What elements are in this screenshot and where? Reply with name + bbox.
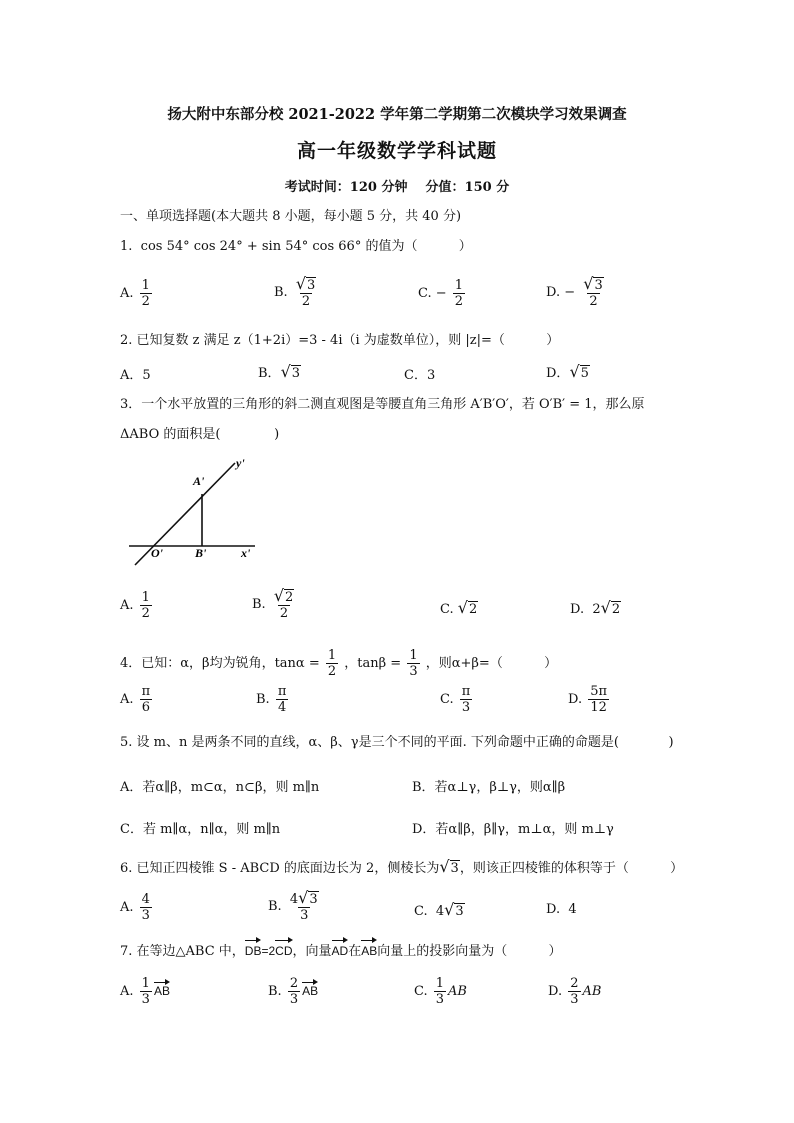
q7-b-frac [288, 976, 300, 1007]
q4-option-b [256, 684, 290, 715]
q4-stem-post: ，则α+β=（ ） [425, 656, 558, 671]
q4-c-den: 3 [461, 700, 471, 715]
q1-c-den: 2 [454, 294, 464, 309]
q7-c-den: 3 [435, 992, 445, 1007]
q5-option-a: A．若α∥β，m⊂α，n⊂β，则 m∥n [120, 780, 320, 795]
q7-stem-post: 向量上的投影向量为（ ） [377, 944, 562, 959]
q4-c-label: C. [440, 692, 454, 707]
q7-stem-mid1: ，向量 [292, 944, 332, 959]
q3-option-b [252, 588, 298, 621]
q7-d-num: 2 [570, 976, 579, 991]
section-heading: 一、单项选择题(本大题共 8 小题，每小题 5 分，共 40 分) [120, 209, 462, 224]
q4-stem-pre: 4．已知：α，β均为锐角，tanα = [120, 656, 320, 671]
q6-option-c [414, 900, 465, 919]
q6-stem [120, 858, 683, 878]
q1-option-c [418, 278, 467, 309]
q1-option-a [120, 278, 154, 309]
q1-a-label: A. [120, 286, 134, 301]
q6-option-b [268, 890, 323, 923]
q4-d-frac [588, 684, 609, 715]
q4-d-label: D. [568, 692, 583, 707]
q2-b-label: B． [258, 366, 281, 381]
q4-option-d [568, 684, 611, 715]
q7-b-label: B. [268, 984, 282, 999]
q3-a-label: A. [120, 598, 134, 613]
q6-b-frac [288, 890, 321, 923]
q7-b-den: 3 [289, 992, 299, 1007]
q6-c-sqrt: √3 [444, 900, 464, 919]
q6-c-label: C. 4 [414, 904, 445, 919]
q4-b-frac [276, 684, 289, 715]
q3-b-sqrt: √2 [273, 586, 294, 605]
q7-option-a [120, 976, 170, 1007]
q7-c-label: C. [414, 984, 428, 999]
q2-option-b [258, 362, 301, 381]
q6-b-num-pre: 4 [289, 892, 299, 907]
q7-vector-db: DB [244, 944, 262, 958]
q4-a-label: A. [120, 692, 134, 707]
q7-option-d [548, 976, 601, 1007]
q4-f1-den: 2 [327, 664, 337, 679]
q3-d-rad: 2 [611, 602, 621, 617]
q7-vector-ad: AD [331, 944, 349, 958]
q4-b-label: B. [256, 692, 270, 707]
q4-a-num: π [141, 684, 151, 699]
q1-a-den: 2 [141, 294, 150, 309]
q7-eq: =2 [261, 944, 276, 958]
q6-option-d: D. 4 [546, 902, 577, 917]
q7-d-den: 3 [570, 992, 579, 1007]
q4-d-num: 5π [590, 684, 608, 699]
q3-c-rad: 2 [468, 602, 478, 617]
q3-figure [125, 455, 265, 570]
q1-stem: 1. cos 54° cos 24° + sin 54° cos 66° 的值为（ ） [120, 239, 472, 254]
q4-stem-mid: ，tanβ = [344, 656, 402, 671]
page-title: 高一年级数学学科试题 [296, 140, 497, 162]
q5-stem: 5. 设 m、n 是两条不同的直线，α、β、γ是三个不同的平面. 下列命题中正确的命题是( ) [120, 735, 674, 750]
q3-c-sqrt: √2 [457, 598, 478, 617]
q6-stem-post: ，则该正四棱锥的体积等于（ ） [459, 861, 684, 876]
q3-option-a [120, 590, 154, 621]
q1-b-frac [294, 276, 318, 309]
q6-a-frac [140, 892, 152, 923]
q7-a-num: 1 [141, 976, 150, 991]
q4-b-num: π [277, 684, 287, 699]
q1-d-frac [581, 276, 605, 309]
q7-vector-cd: CD [275, 944, 293, 958]
q1-b-rad: 3 [307, 278, 316, 293]
q3-a-frac [140, 590, 152, 621]
q4-c-num: π [461, 684, 471, 699]
q3-option-c [440, 598, 478, 617]
q6-a-label: A. [120, 900, 134, 915]
q7-vector-ab: AB [361, 944, 378, 958]
q1-d-label: D. − [546, 285, 576, 300]
q4-frac-1 [326, 648, 338, 679]
q4-frac-2 [407, 648, 419, 679]
q7-a-frac [140, 976, 152, 1007]
q3-b-den: 2 [279, 606, 289, 621]
q1-b-den: 2 [301, 294, 311, 309]
q3-d-sqrt: √2 [600, 598, 621, 617]
q3-b-label: B. [252, 597, 266, 612]
q7-stem-mid2: 在 [348, 944, 362, 959]
q1-option-b [274, 276, 320, 309]
q4-f1-num: 1 [327, 648, 337, 663]
q3-a-num: 1 [141, 590, 150, 605]
q3-stem-line1: 3．一个水平放置的三角形的斜二测直观图是等腰直角三角形 A′B′O′，若 O′B′ = 1，那么原 [120, 397, 645, 412]
q4-stem [120, 648, 557, 679]
q1-d-sqrt: √3 [583, 274, 603, 293]
q6-stem-sqrt: √3 [439, 857, 459, 876]
label-y: y' [236, 456, 245, 470]
q6-b-label: B. [268, 899, 282, 914]
q1-c-frac [453, 278, 465, 309]
q1-d-rad: 3 [594, 278, 603, 293]
q2-b-rad: 3 [291, 366, 301, 381]
q2-option-d [546, 362, 590, 381]
q7-c-num: 1 [435, 976, 445, 991]
q4-option-a [120, 684, 154, 715]
q6-c-rad: 3 [455, 904, 464, 919]
q7-c-frac [434, 976, 446, 1007]
q1-a-num: 1 [141, 278, 150, 293]
q6-a-den: 3 [141, 908, 150, 923]
q5-option-d: D．若α∥β，β∥γ，m⊥α，则 m⊥γ [412, 822, 614, 837]
q7-c-tail: AB [448, 984, 467, 999]
school-line: 扬大附中东部分校 2021-2022 学年第二学期第二次模块学习效果调查 [167, 106, 627, 123]
q7-d-frac [568, 976, 580, 1007]
q7-a-label: A. [120, 984, 134, 999]
q4-a-den: 6 [141, 700, 151, 715]
q2-d-sqrt: √5 [569, 362, 589, 381]
q2-option-a: A．5 [120, 368, 151, 383]
q4-c-frac [460, 684, 473, 715]
q2-stem: 2. 已知复数 z 满足 z（1+2i）=3 - 4i（i 为虚数单位），则 |z|=（ ） [120, 333, 560, 348]
q5-option-b: B．若α⊥γ，β⊥γ，则α∥β [412, 780, 566, 795]
q6-a-num: 4 [141, 892, 150, 907]
q7-b-num: 2 [289, 976, 299, 991]
q6-b-den: 3 [300, 908, 309, 923]
exam-info: 考试时间：120 分钟 分值：150 分 [284, 180, 510, 195]
q7-stem-pre: 7. 在等边△ABC 中， [120, 944, 245, 959]
q3-b-frac [272, 588, 296, 621]
q2-d-label: D． [546, 366, 570, 381]
label-x: x' [241, 546, 251, 560]
q1-b-sqrt: √3 [295, 274, 316, 293]
q7-option-b [268, 976, 318, 1007]
q3-stem-line2: ΔABO 的面积是( ) [120, 427, 280, 442]
q7-d-tail: AB [582, 984, 602, 999]
q6-b-sqrt: √3 [298, 888, 318, 907]
q1-a-frac [140, 278, 152, 309]
q6-option-a [120, 892, 154, 923]
q4-f2-num: 1 [409, 648, 418, 663]
q1-c-label: C. − [418, 286, 447, 301]
q4-f2-den: 3 [409, 664, 418, 679]
q1-option-d [546, 276, 608, 309]
q7-a-vector: AB [153, 984, 170, 998]
q2-option-c: C．3 [404, 368, 436, 383]
q4-a-frac [140, 684, 153, 715]
q2-d-rad: 5 [580, 366, 589, 381]
q1-b-label: B. [274, 285, 288, 300]
q7-stem [120, 942, 562, 961]
q7-a-den: 3 [141, 992, 150, 1007]
q7-d-label: D. [548, 984, 563, 999]
q4-b-den: 4 [277, 700, 287, 715]
q4-d-den: 12 [590, 700, 607, 715]
q1-d-den: 2 [589, 294, 598, 309]
q2-b-sqrt: √3 [280, 362, 301, 381]
q6-stem-pre: 6. 已知正四棱锥 S - ABCD 的底面边长为 2，侧棱长为 [120, 861, 440, 876]
y-axis-line [135, 463, 235, 565]
label-b: B' [195, 546, 207, 560]
label-a: A' [193, 474, 205, 488]
q3-b-rad: 2 [285, 590, 294, 605]
q1-c-num: 1 [454, 278, 464, 293]
label-o: O' [151, 546, 163, 560]
q3-a-den: 2 [141, 606, 150, 621]
q5-option-c: C．若 m∥α，n∥α，则 m∥n [120, 822, 281, 837]
q7-option-c [414, 976, 467, 1007]
q4-option-c [440, 684, 474, 715]
q7-b-vector: AB [302, 984, 319, 998]
q6-stem-rad: 3 [450, 861, 459, 876]
q3-d-label: D. 2 [570, 602, 601, 617]
q6-b-rad: 3 [309, 892, 318, 907]
q3-c-label: C. [440, 602, 454, 617]
q3-option-d [570, 598, 621, 617]
